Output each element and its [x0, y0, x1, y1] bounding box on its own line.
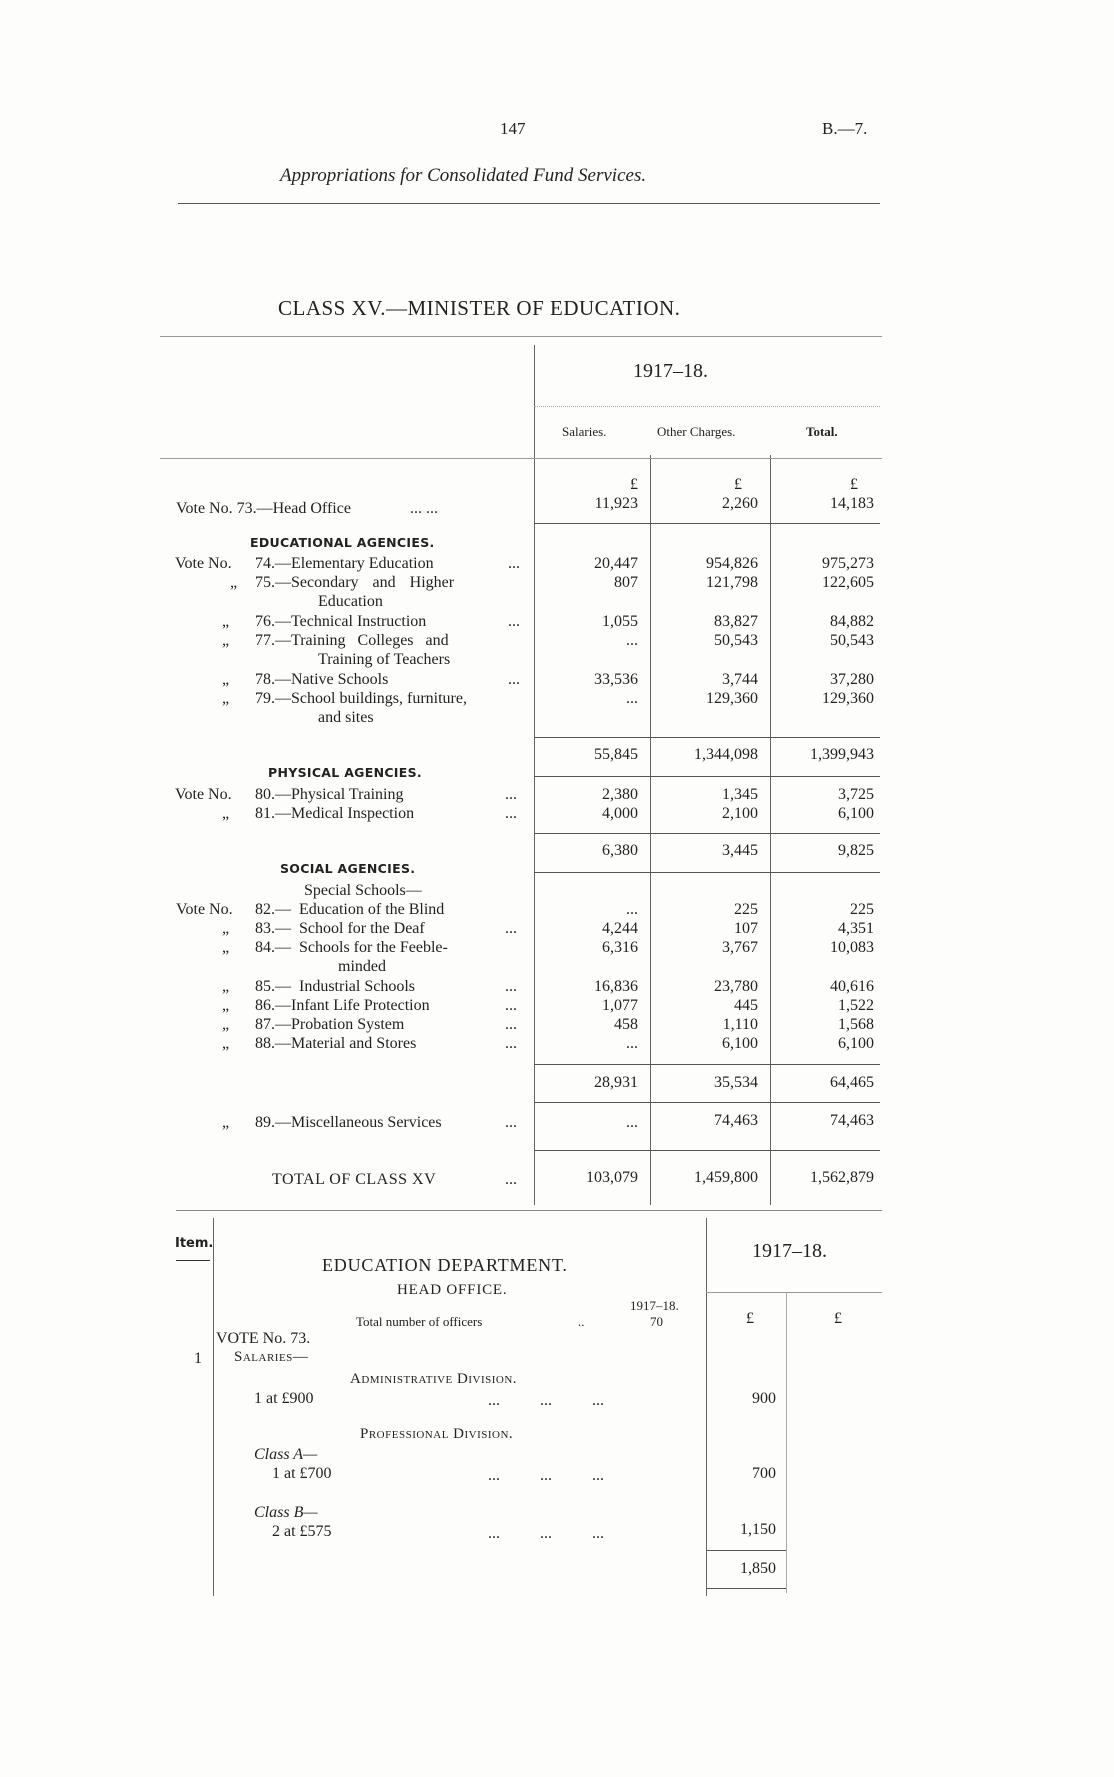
rule-after-head-office	[534, 523, 880, 524]
officers-count: 70	[650, 1314, 663, 1329]
currency-salaries: £	[630, 476, 638, 493]
class-title: CLASS XV.—MINISTER OF EDUCATION.	[278, 296, 681, 320]
rule-before-grand-total	[534, 1150, 880, 1151]
rule-before-educational-subtotal	[534, 737, 880, 738]
amount-column-divider	[786, 1293, 787, 1593]
summary-year: 1917–18.	[633, 360, 708, 382]
officers-year: 1917–18.	[630, 1298, 679, 1313]
currency-total: £	[850, 476, 858, 493]
dept-currency-1: £	[746, 1310, 754, 1327]
head-office-label: HEAD OFFICE.	[397, 1282, 508, 1298]
col-header-other-charges: Other Charges.	[657, 424, 736, 439]
header-bottom-rule	[160, 458, 882, 459]
officers-dots: ..	[578, 1314, 585, 1329]
rule-before-social-subtotal	[534, 1064, 880, 1065]
summary-col-divider-1	[650, 455, 651, 1205]
page-subtitle: Appropriations for Consolidated Fund Services.	[280, 165, 647, 186]
vote-number: VOTE No. 73.	[216, 1330, 311, 1347]
rule-after-physical-subtotal	[534, 872, 880, 873]
rule-before-physical-subtotal	[534, 833, 880, 834]
heading-educational-agencies: EDUCATIONAL AGENCIES.	[250, 535, 435, 550]
header-rule	[178, 203, 880, 204]
rule-before-dept-total	[706, 1550, 786, 1551]
item-header: Item.	[175, 1236, 214, 1251]
summary-col-divider-2	[770, 455, 771, 1205]
rule-after-educational-subtotal	[534, 776, 880, 777]
rule-after-dept-total	[706, 1588, 786, 1589]
col-header-salaries: Salaries.	[562, 424, 607, 439]
item-header-rule	[176, 1260, 210, 1261]
title-rule	[160, 336, 882, 337]
dept-currency-2: £	[834, 1310, 842, 1327]
currency-other: £	[734, 476, 742, 493]
item-number: 1	[194, 1350, 202, 1367]
summary-left-border	[534, 345, 535, 1205]
page-reference: B.—7.	[822, 119, 868, 138]
department-year-rule	[706, 1292, 882, 1293]
officers-label: Total number of officers	[356, 1314, 483, 1329]
salaries-heading: Salaries—	[234, 1349, 309, 1365]
class-a-label: Class A—	[254, 1446, 318, 1463]
special-schools-label: Special Schools—	[304, 882, 422, 899]
col-header-total: Total.	[806, 424, 838, 439]
department-total: 1,850	[740, 1560, 776, 1577]
department-title: EDUCATION DEPARTMENT.	[322, 1255, 568, 1275]
heading-physical-agencies: PHYSICAL AGENCIES.	[268, 765, 422, 780]
rule-after-social-subtotal	[534, 1102, 880, 1103]
heading-social-agencies: SOCIAL AGENCIES.	[280, 861, 416, 876]
page-number: 147	[500, 119, 526, 138]
summary-bottom-rule	[176, 1210, 882, 1211]
admin-division-heading: Administrative Division.	[350, 1371, 518, 1387]
department-year: 1917–18.	[752, 1240, 827, 1262]
item-column-border	[213, 1218, 214, 1596]
professional-division-heading: Professional Division.	[360, 1426, 514, 1442]
class-b-label: Class B—	[254, 1504, 318, 1521]
year-rule	[534, 406, 880, 407]
